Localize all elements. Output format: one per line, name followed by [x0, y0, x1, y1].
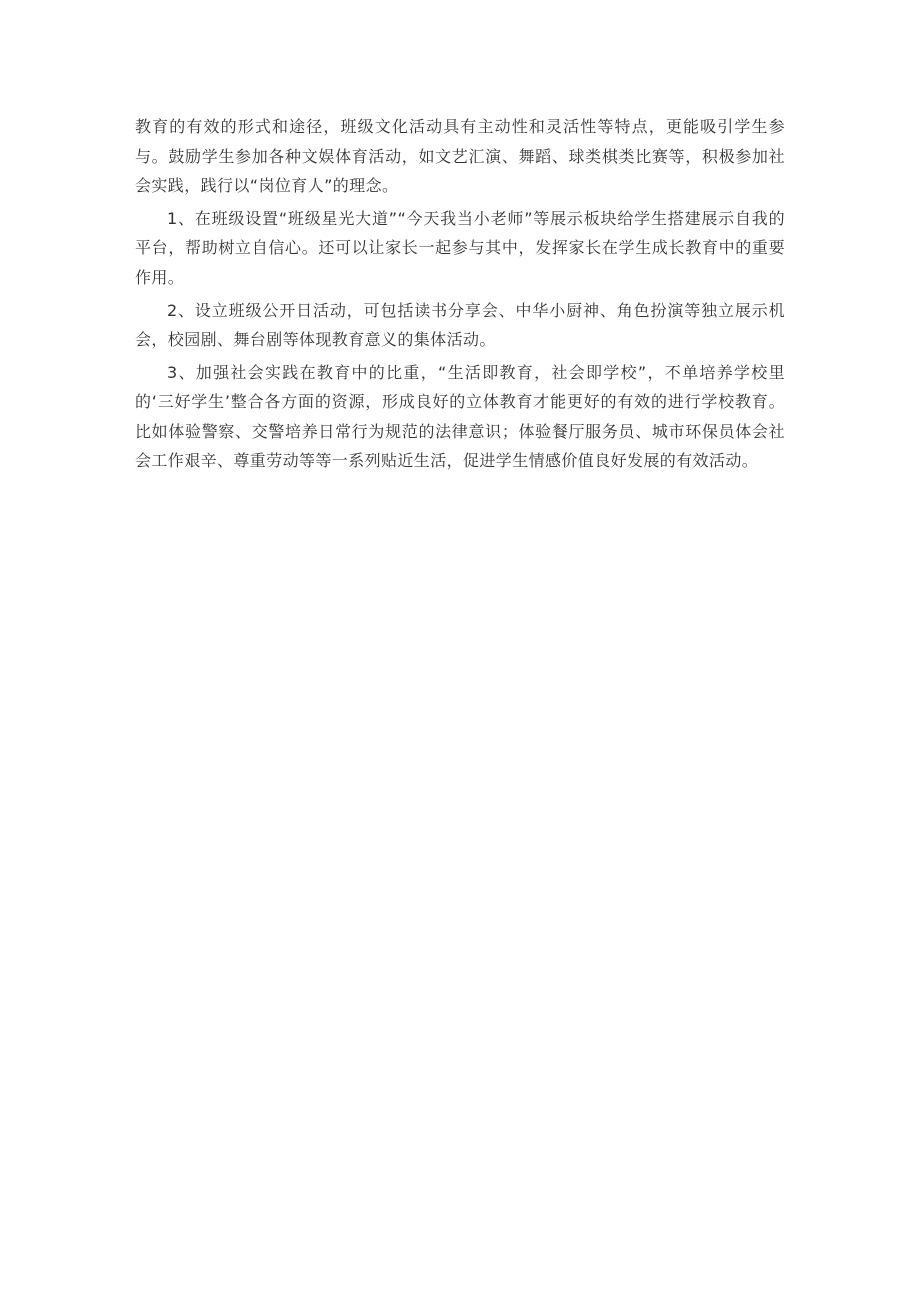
- paragraph-item-1: 1、在班级设置“班级星光大道”“今天我当小老师”等展示板块给学生搭建展示自我的平台，帮助树立自信心。还可以让家长一起参与其中，发挥家长在学生成长教育中的重要作用。: [135, 208, 785, 287]
- paragraph-item-3: 3、加强社会实践在教育中的比重，“生活即教育，社会即学校”，不单培养学校里的‘三好学生’整合各方面的资源，形成良好的立体教育才能更好的有效的进行学校教育。比如体验警察、交警培养日常行为规范的法律意识；体验餐厅服务员、城市环保员体会社会工作艰辛、尊重劳动等等一系列贴近生活，促进学生情感价值良好发展的有效活动。: [135, 362, 785, 471]
- paragraph-continuation: 教育的有效的形式和途径，班级文化活动具有主动性和灵活性等特点，更能吸引学生参与。鼓励学生参加各种文娱体育活动，如文艺汇演、舞蹈、球类棋类比赛等，积极参加社会实践，践行以“岗位育人”的理念。: [135, 117, 785, 195]
- paragraph-item-2: 2、设立班级公开日活动，可包括读书分享会、中华小厨神、角色扮演等独立展示机会，校园剧、舞台剧等体现教育意义的集体活动。: [135, 300, 785, 350]
- document-body: [135, 112, 785, 479]
